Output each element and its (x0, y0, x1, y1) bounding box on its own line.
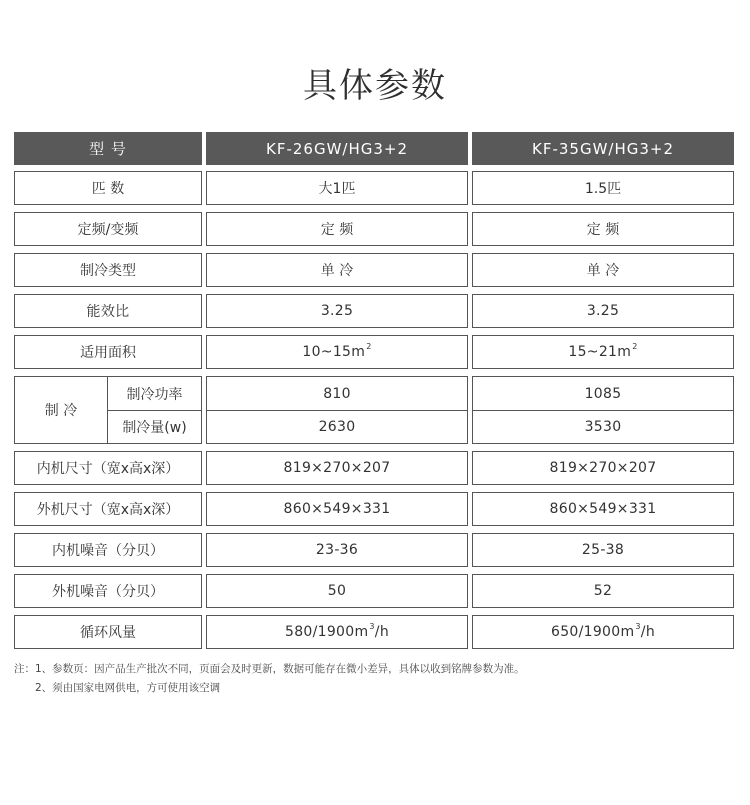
area-value-2: 15~21m (568, 344, 632, 360)
row-value-efficiency-2: 3.25 (472, 294, 734, 328)
cooling-capacity-value-2: 3530 (472, 410, 734, 444)
row-value-indoor-noise-1: 23-36 (206, 533, 468, 567)
row-label-indoor-noise: 内机噪音（分贝） (14, 533, 202, 567)
airflow-value-1: 580/1900m (285, 624, 369, 640)
row-value-airflow-2 (472, 615, 734, 649)
cooling-power-value-1: 810 (206, 376, 468, 411)
row-value-outdoor-size-2: 860×549×331 (472, 492, 734, 526)
footnote-1: 注：1、参数页：因产品生产批次不同，页面会及时更新，数据可能存在微小差异，具体以收到铭牌参数为准。 (14, 663, 525, 675)
row-value-outdoor-noise-1: 50 (206, 574, 468, 608)
row-label-efficiency: 能效比 (14, 294, 202, 328)
row-value-frequency-1: 定 频 (206, 212, 468, 246)
airflow-unit-sup-1: 3 (369, 621, 375, 631)
area-value-1: 10~15m (302, 344, 366, 360)
row-value-cooling-type-1: 单 冷 (206, 253, 468, 287)
row-label-indoor-size: 内机尺寸（宽x高x深） (14, 451, 202, 485)
row-value-area-2 (472, 335, 734, 369)
airflow-value-2: 650/1900m (551, 624, 635, 640)
cooling-sub-label-capacity: 制冷量(w) (107, 410, 202, 444)
header-model-1: KF-26GW/HG3+2 (206, 132, 468, 165)
row-value-capacity-2: 1.5匹 (472, 171, 734, 205)
row-value-efficiency-1: 3.25 (206, 294, 468, 328)
row-value-area-1 (206, 335, 468, 369)
cooling-group-label: 制 冷 (14, 376, 108, 444)
airflow-unit-tail-1: /h (374, 624, 389, 640)
row-value-airflow-1 (206, 615, 468, 649)
footnotes (14, 660, 525, 698)
cooling-power-value-2: 1085 (472, 376, 734, 411)
airflow-unit-tail-2: /h (640, 624, 655, 640)
airflow-unit-sup-2: 3 (635, 621, 641, 631)
row-value-frequency-2: 定 频 (472, 212, 734, 246)
row-label-outdoor-size: 外机尺寸（宽x高x深） (14, 492, 202, 526)
cooling-capacity-value-1: 2630 (206, 410, 468, 444)
cooling-sub-label-power: 制冷功率 (107, 376, 202, 411)
header-model-2: KF-35GW/HG3+2 (472, 132, 734, 165)
row-value-capacity-1: 大1匹 (206, 171, 468, 205)
row-label-cooling-type: 制冷类型 (14, 253, 202, 287)
row-label-area: 适用面积 (14, 335, 202, 369)
row-value-indoor-size-1: 819×270×207 (206, 451, 468, 485)
area-unit-sup-2: 2 (632, 341, 638, 351)
page-title: 具体参数 (303, 66, 447, 106)
row-value-outdoor-size-1: 860×549×331 (206, 492, 468, 526)
row-label-frequency: 定频/变频 (14, 212, 202, 246)
row-value-indoor-size-2: 819×270×207 (472, 451, 734, 485)
row-label-outdoor-noise: 外机噪音（分贝） (14, 574, 202, 608)
area-unit-sup-1: 2 (366, 341, 372, 351)
row-value-cooling-type-2: 单 冷 (472, 253, 734, 287)
row-value-indoor-noise-2: 25-38 (472, 533, 734, 567)
row-label-airflow: 循环风量 (14, 615, 202, 649)
row-value-outdoor-noise-2: 52 (472, 574, 734, 608)
header-model-label: 型 号 (14, 132, 202, 165)
footnote-2: 2、须由国家电网供电，方可使用该空调 (35, 682, 221, 694)
row-label-capacity: 匹 数 (14, 171, 202, 205)
